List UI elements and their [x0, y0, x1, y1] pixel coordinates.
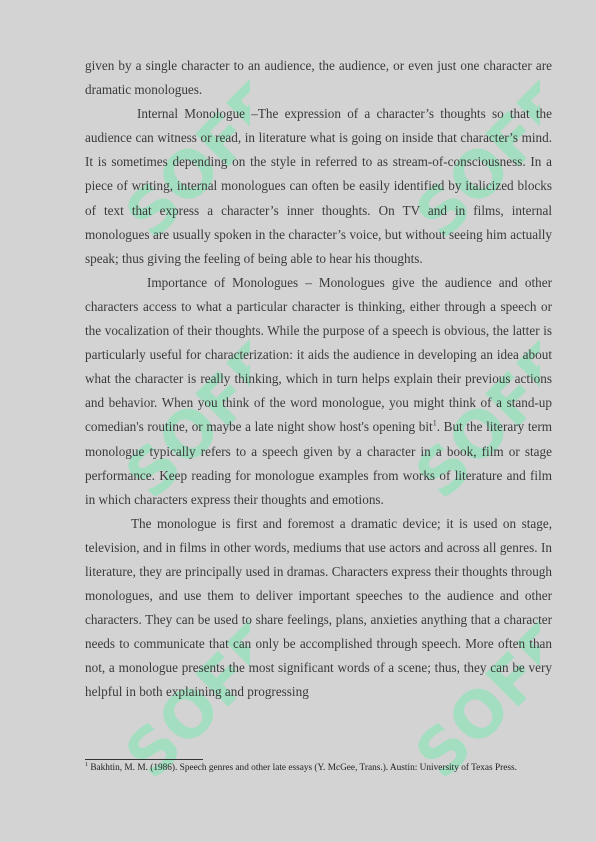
- paragraph-importance-of-monologues: [85, 271, 552, 512]
- paragraph-1: given by a single character to an audience, the audience, or even just one character are dramatic monologues.: [85, 58, 552, 98]
- watermark-text: SOFF: [111, 328, 250, 500]
- watermark-text: SOFF: [401, 328, 540, 500]
- footnote: [85, 763, 525, 774]
- watermark-text: SOFF: [401, 68, 540, 240]
- paragraph-text: . But the literary term monologue typically refers to a speech given by a character in a book, film or stage performance. Keep reading for monologue examples from works of literature and film in which characters express their thoughts and emotions.: [85, 419, 552, 507]
- footnote-reference: 1: [432, 419, 437, 429]
- footnote-divider: [85, 759, 203, 760]
- watermark-text: SOFF: [111, 608, 250, 780]
- body-text: [85, 54, 552, 705]
- footnote-text: Bakhtin, M. M. (1986). Speech genres and other late essays (Y. McGee, Trans.). Austin: University of Texas Press.: [88, 763, 517, 773]
- watermark-text: SOFF: [111, 68, 250, 240]
- footnote-number: 1: [85, 761, 88, 768]
- paragraph-text: Importance of Monologues – Monologues give the audience and other characters access to what a particular character is thinking, either through a speech or the vocalization of their thoughts. While the purpose of a speech is obvious, the latter is particularly useful for characterization: it aids the audience in developing an idea about what the character is really thinking, which in turn helps explain their previous actions and behavior. When you think of the word monologue, you might think of a stand-up comedian's routine, or maybe a late night show host's opening bit: [85, 274, 552, 435]
- watermark-text: SOFF: [401, 608, 540, 780]
- paragraph-dramatic-device: The monologue is first and foremost a dramatic device; it is used on stage, television, and in films in other words, mediums that use actors and across all genres. In literature, they are principally used in dramas. Characters express their thoughts through monologues, and use them to deliver important speeches to the audience and other characters. They can be used to share feelings, plans, anxieties anything that a character needs to communicate that can only be accomplished through speech. More often than not, a monologue presents the most significant words of a scene; thus, they can be very helpful in both explaining and progressing: [85, 515, 552, 700]
- paragraph-internal-monologue: Internal Monologue –The expression of a character’s thoughts so that the audience can witness or read, in literature what is going on inside that character’s mind. It is sometimes depending on the style in referred to as stream-of-consciousness. In a piece of writing, internal monologues can often be easily identified by italicized blocks of text that express a character’s inner thoughts. On TV and in films, internal monologues are usually spoken in the character’s voice, but without seeing him actually speak; thus giving the feeling of being able to hear his thoughts.: [85, 106, 552, 266]
